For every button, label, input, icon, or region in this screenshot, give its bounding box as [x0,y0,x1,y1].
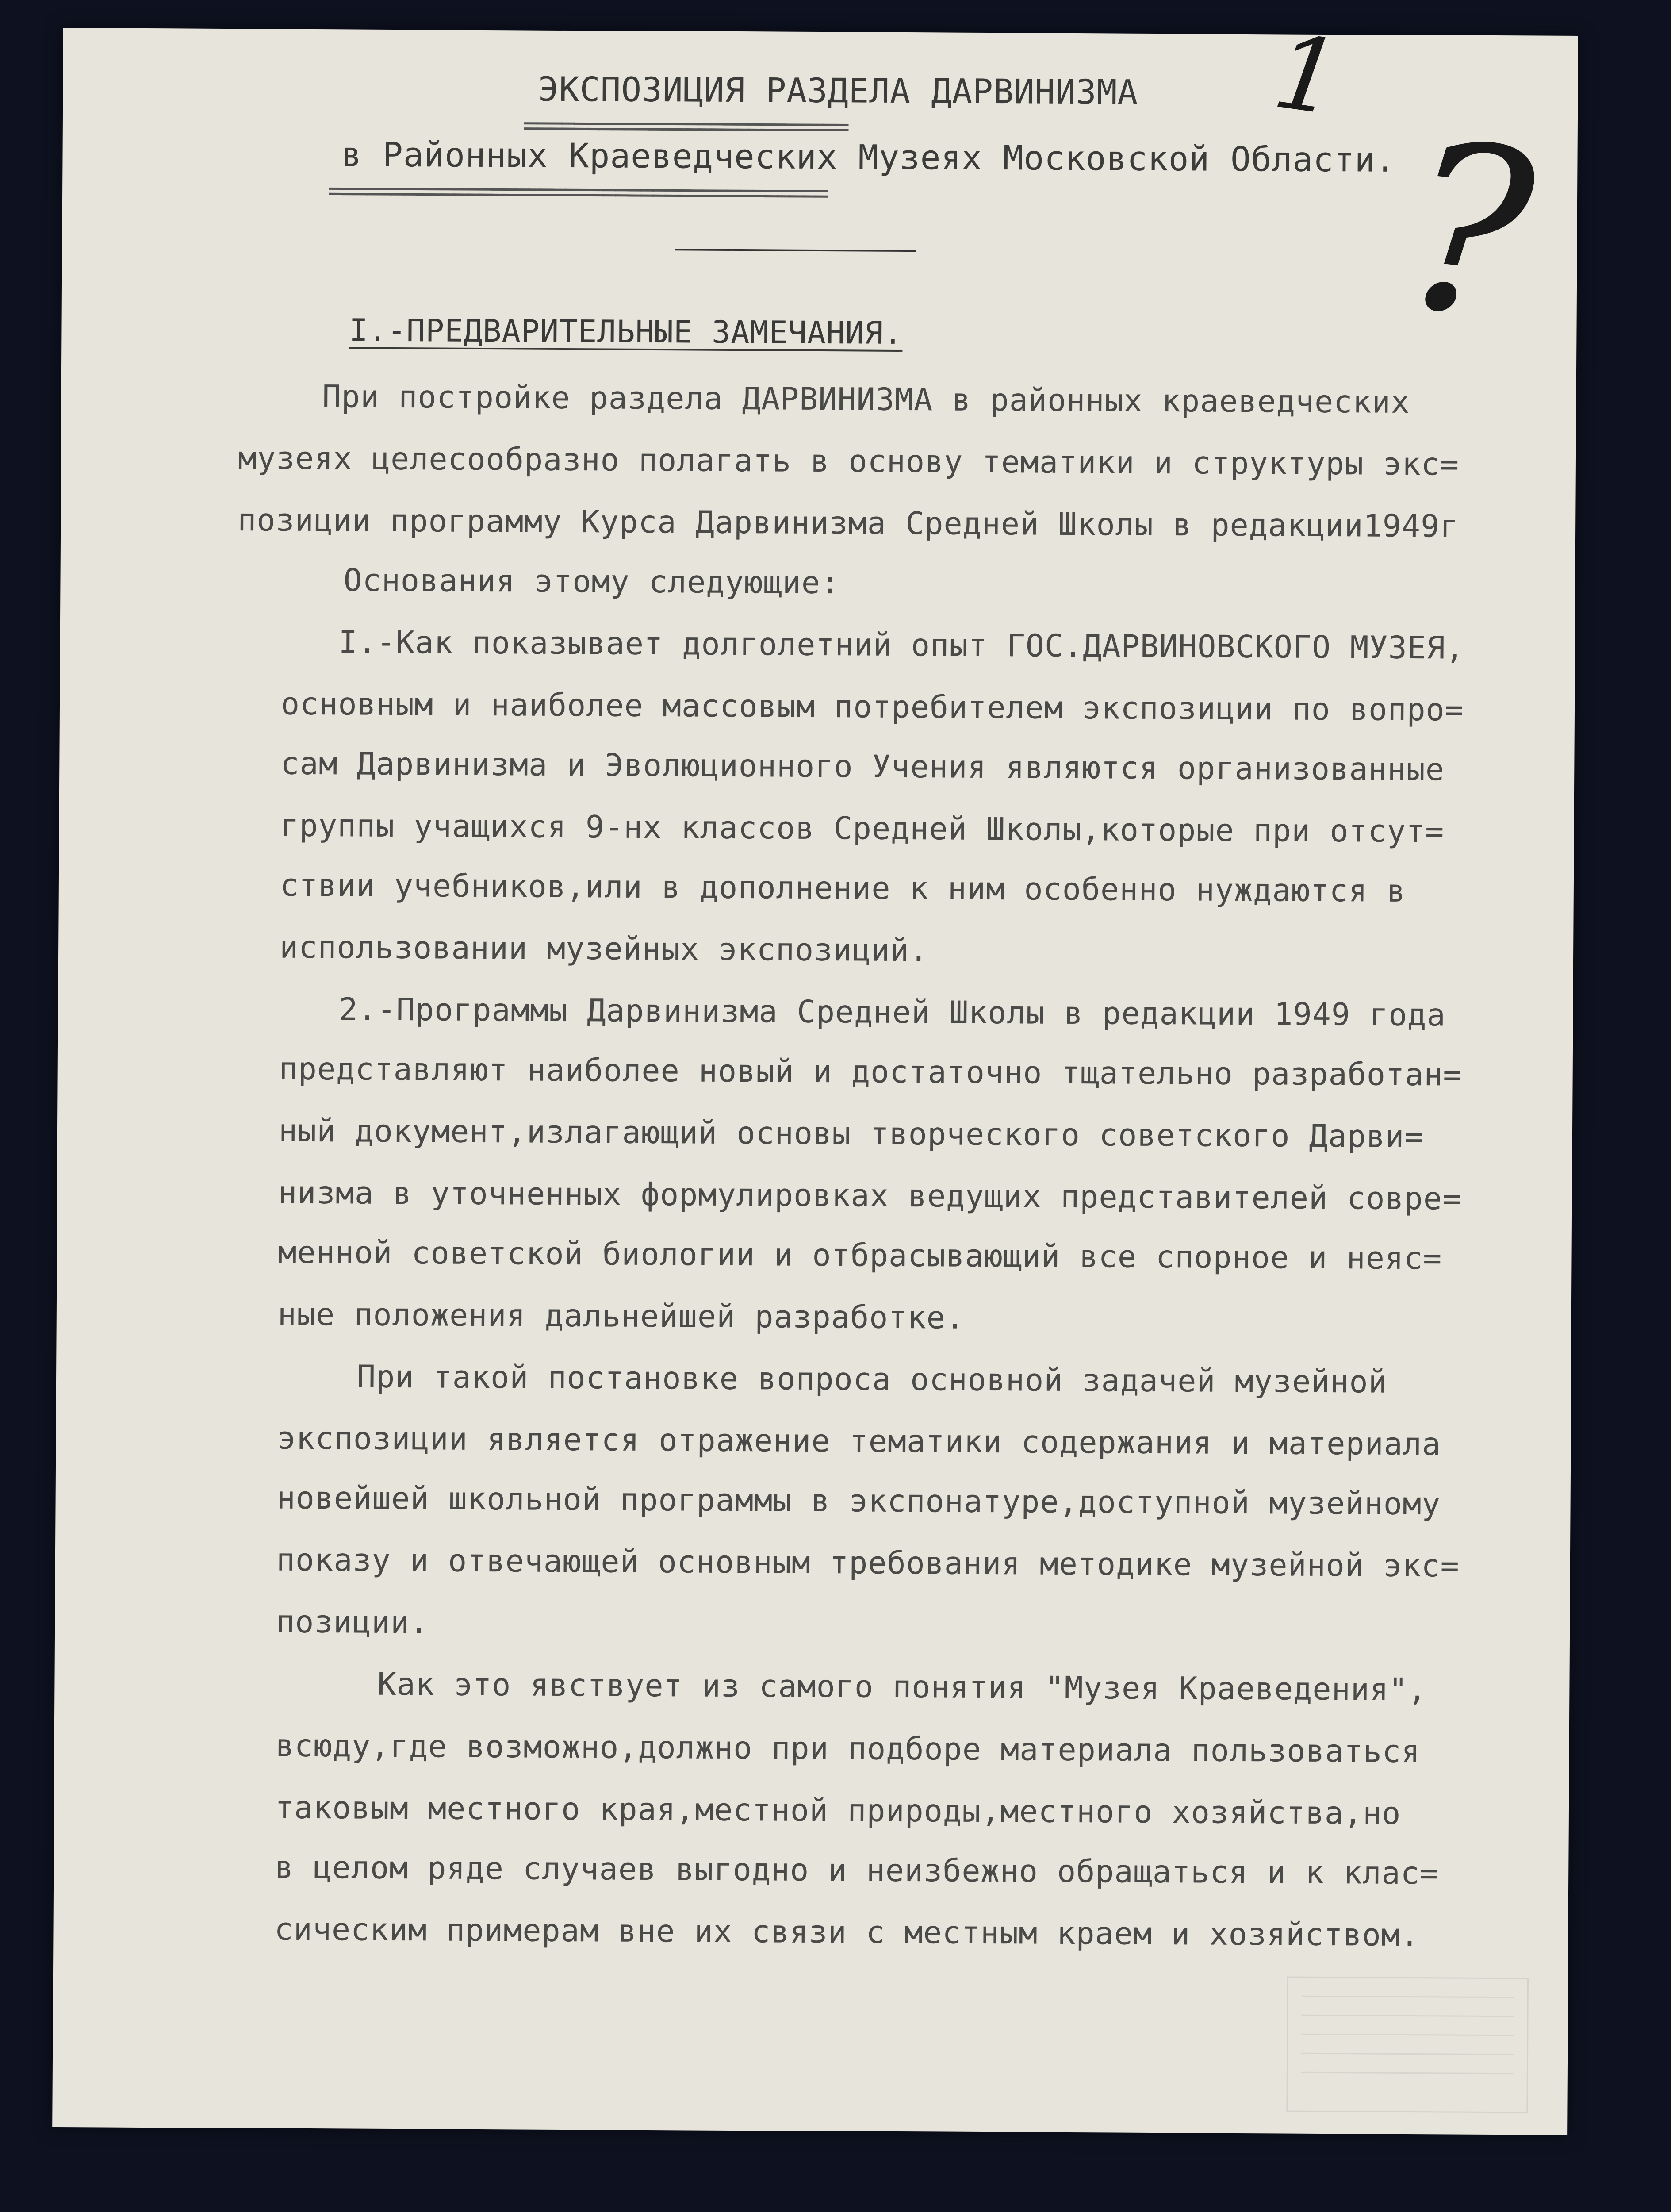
text-line: 2.-Программы Дарвинизма Средней Школы в редакции 1949 года [339,991,1446,1033]
text-line: новейшей школьной программы в экспонатуре,доступной музейному [276,1479,1441,1522]
handwritten-page-number: 1 [1266,12,1348,139]
section-heading: I.-ПРЕДВАРИТЕЛЬНЫЕ ЗАМЕЧАНИЯ. [349,312,903,351]
text-line: ствии учебников,или в дополнение к ним особенно нуждаются в [280,867,1406,909]
text-line: экспозиции является отражение тематики содержания и материала [277,1420,1441,1463]
subtitle-separator: ======================================== [327,175,826,209]
text-line: представляют наиболее новый и достаточно тщательно разработан= [279,1050,1462,1093]
text-line: использовании музейных экспозиций. [279,929,929,969]
text-line: Основания этому следующие: [343,562,840,601]
handwritten-question-mark: ? [1392,91,1545,372]
document-subtitle: в Районных Краеведческих Музеях Московской Области. [341,134,1396,180]
text-line: группы учащихся 9-нх классов Средней Школы,которые при отсут= [280,807,1445,850]
text-line: сам Дарвинизма и Эволюционного Учения являются организованные [280,745,1445,788]
text-line: ный документ,излагающий основы творческого советского Дарви= [278,1112,1424,1155]
text-line: показу и отвечающей основным требования методике музейной экс= [276,1541,1460,1584]
text-line: позиции. [276,1603,429,1641]
text-line: музеях целесообразно полагать в основу тематики и структуры экс= [238,440,1460,483]
faint-stamp [1286,1977,1529,2113]
document-title: ЭКСПОЗИЦИЯ РАЗДЕЛА ДАРВИНИЗМА [538,69,1138,112]
text-line: При такой постановке вопроса основной задачей музейной [356,1358,1388,1400]
text-line: всюду,где возможно,должно при подборе материала пользоваться [275,1727,1421,1770]
document-page [52,12,1578,2135]
text-line: низма в уточненных формулировках ведущих представителей совре= [278,1174,1462,1217]
text-line: основным и наиболее массовым потребителем экспозиции по вопро= [280,685,1464,728]
short-rule [675,249,916,252]
title-separator: ========================== [522,110,847,143]
text-line: ные положения дальнейшей разработке. [277,1296,965,1336]
text-line: менной советской биологии и отбрасывающий все спорное и неяс= [278,1234,1442,1277]
text-line: сическим примерам вне их связи с местным краем и хозяйством. [274,1911,1420,1954]
text-line: в целом ряде случаев выгодно и неизбежно обращаться и к клас= [275,1849,1439,1892]
text-line: таковым местного края,местной природы,местного хозяйства,но [275,1789,1401,1832]
text-line: позиции программу Курса Дарвинизма Средней Школы в редакции1949г [237,502,1459,545]
text-line: При постройке раздела ДАРВИНИЗМА в районных краеведческих [322,378,1410,420]
text-line: Как это явствует из самого понятия "Музея Краеведения", [377,1666,1427,1708]
text-line: I.-Как показывает долголетний опыт ГОС.ДАРВИНОВСКОГО МУЗЕЯ, [338,624,1465,666]
